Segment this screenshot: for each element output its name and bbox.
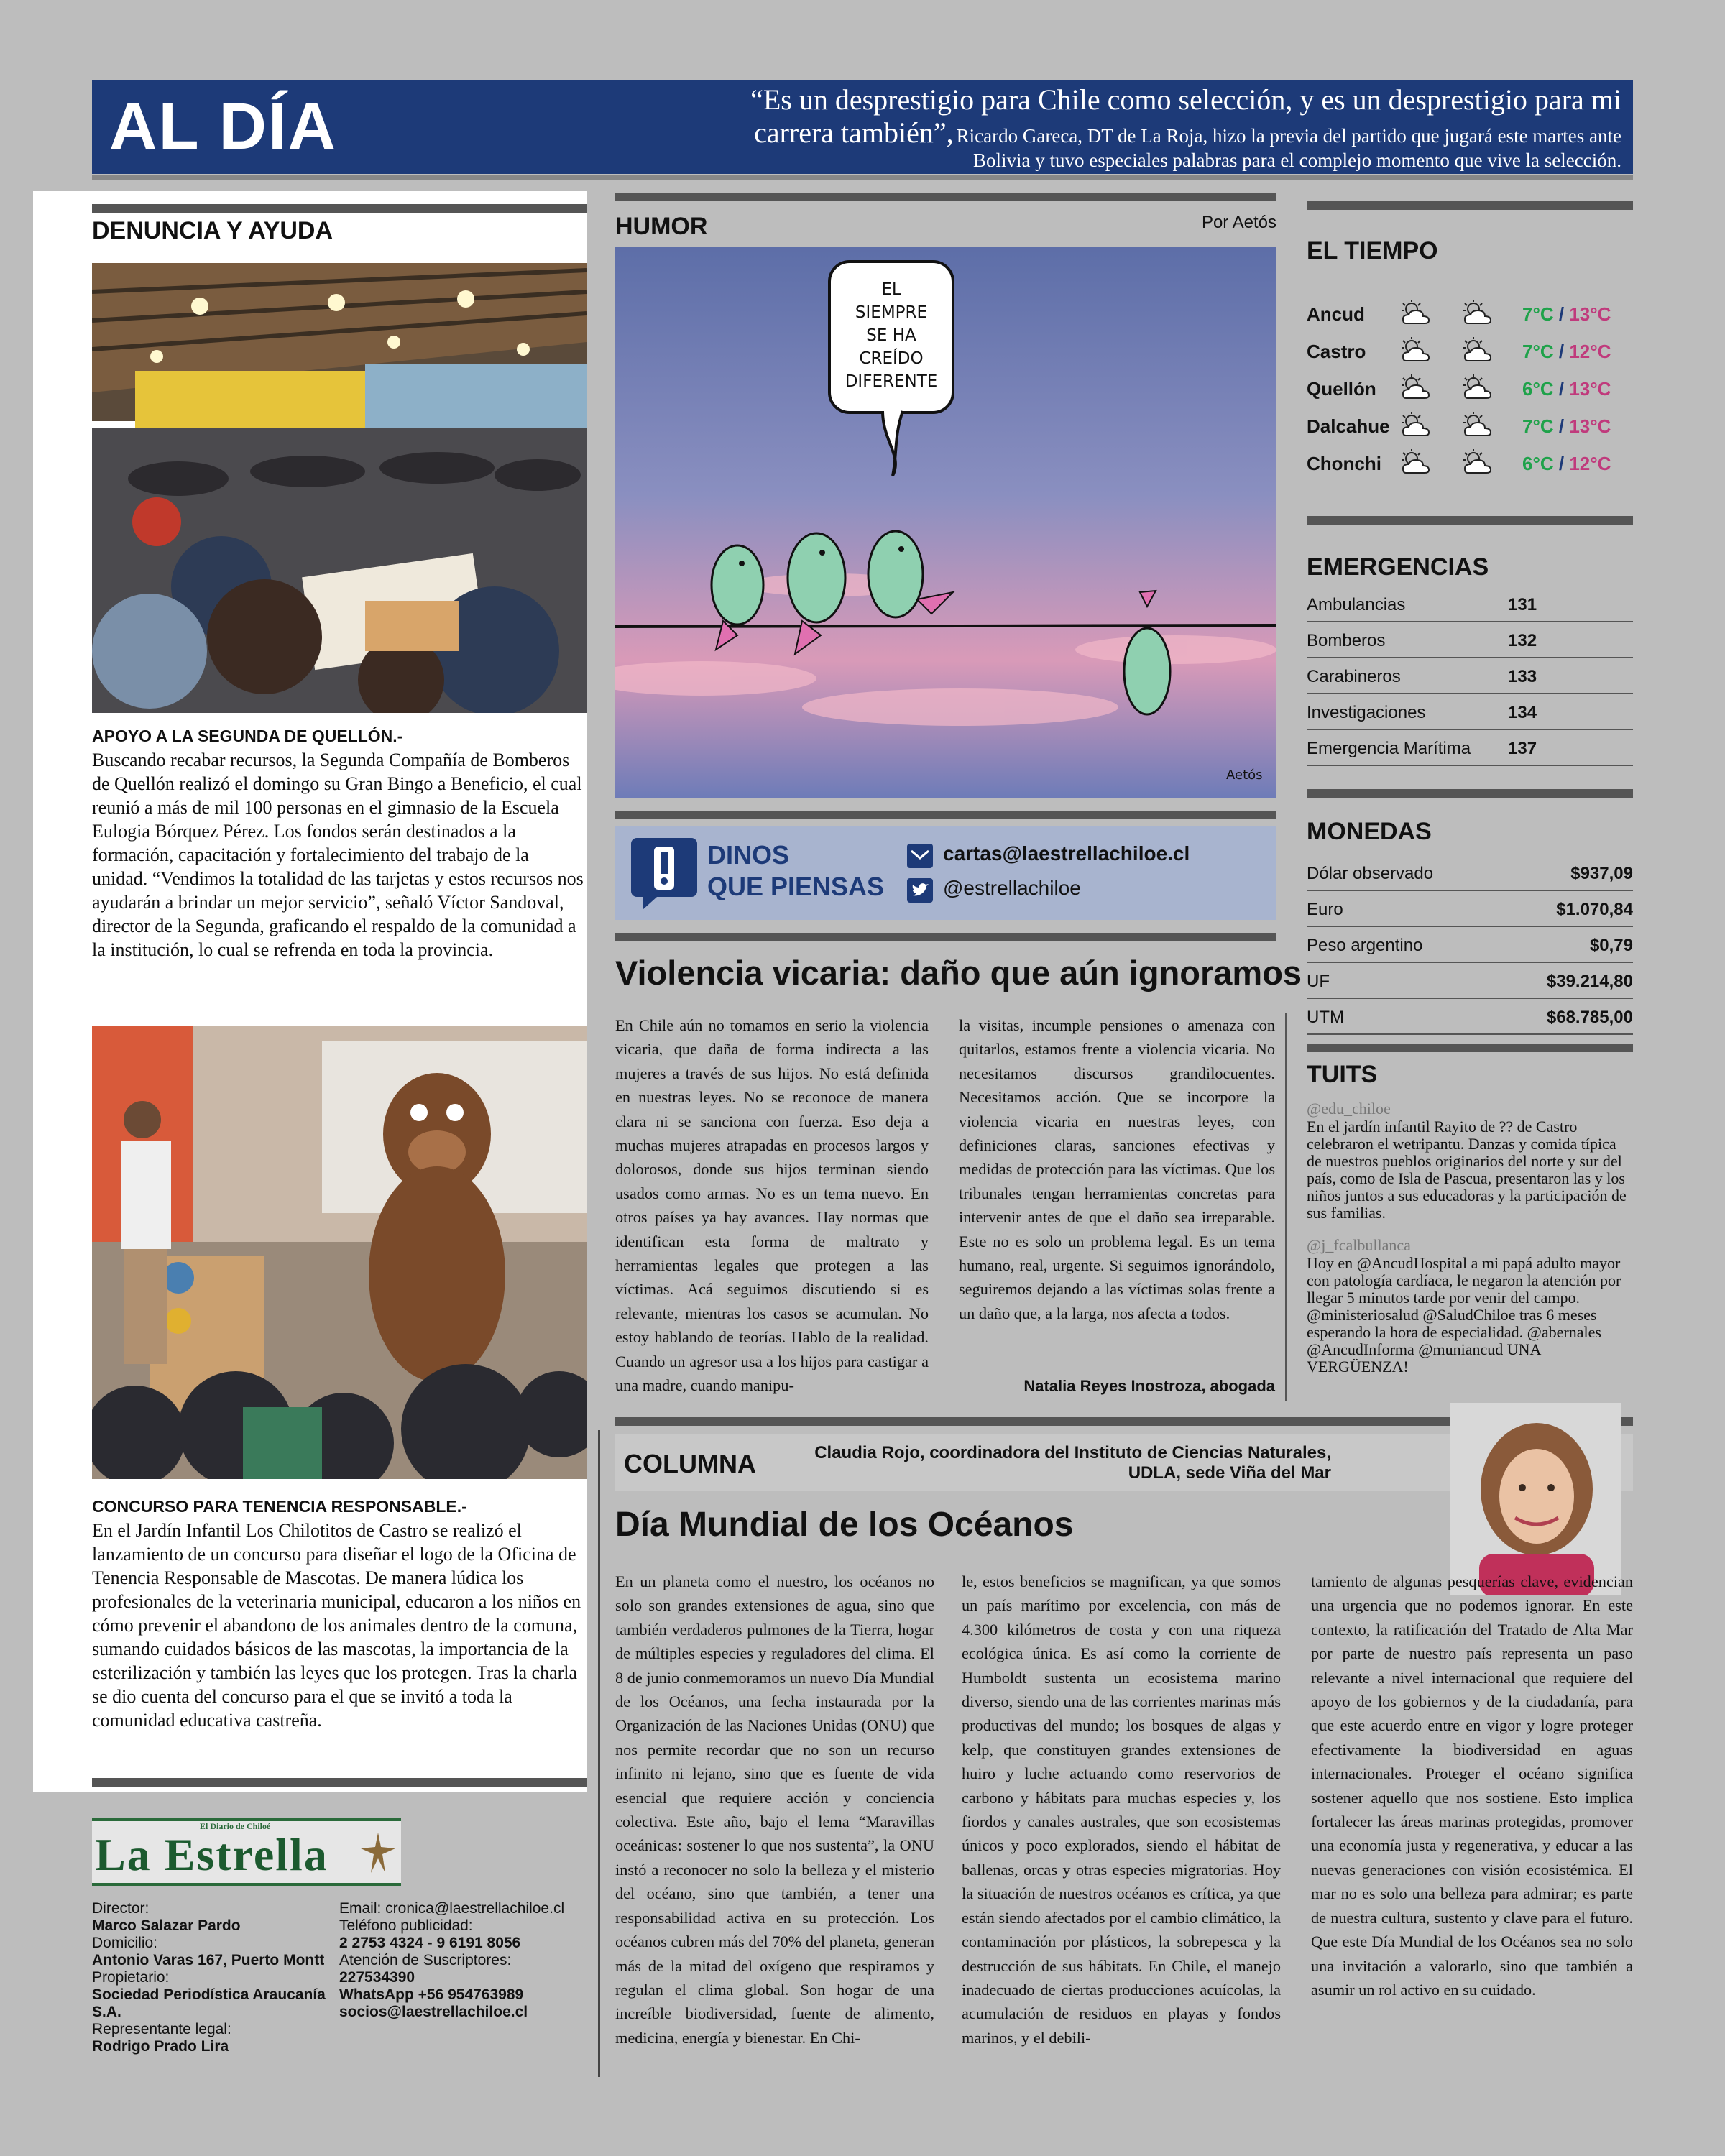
temp-high: 13°C xyxy=(1569,415,1611,437)
weather-city: Ancud xyxy=(1307,303,1365,325)
speech-exclamation-icon xyxy=(628,835,700,911)
masthead-subs-label: Atención de Suscriptores: xyxy=(339,1952,512,1968)
emergencia-value: 132 xyxy=(1508,631,1537,650)
masthead-tel: 2 2753 4324 - 9 6191 8056 xyxy=(339,1935,521,1951)
bubble-line-1: EL xyxy=(881,280,901,299)
columna-label: COLUMNA xyxy=(624,1449,756,1478)
tuits-rule xyxy=(1307,1044,1633,1052)
bubble-line-5: DIFERENTE xyxy=(845,372,938,391)
weather-rule xyxy=(1307,201,1633,210)
emergencias-rule xyxy=(1307,516,1633,525)
editorial-col-1: En Chile aún no tomamos en serio la violencia vicaria, que daña de forma indirecta a las mujeres a través de sus hijos. No está definida en nuestras leyes. No se reconoce de manera clara ni se sanciona con fuerza. Eso deja a muchas mujeres atrapadas en procesos largos y dolorosos, donde sus hijos terminan siendo usados como armas. No es un tema nuevo. En otros países ya hay avances. Hay normas que identifican esta forma de maltrato y herramientas legales que protegen a las víctimas. Acá seguimos discutiendo si es relevante, mientras los casos se acumulan. No estoy hablando de teorías. Hablo de la realidad. Cuando un agresor usa a los hijos para castigar a una madre, cuando manipu- xyxy=(615,1016,929,1395)
emergencia-label: Carabineros xyxy=(1307,667,1401,686)
weather-temps: 7°C / 13°C xyxy=(1522,303,1611,325)
emergencia-label: Emergencia Marítima xyxy=(1307,739,1471,758)
partly-cloudy-icon xyxy=(1460,374,1496,402)
denuncia-title: DENUNCIA Y AYUDA xyxy=(92,217,334,244)
emergencia-row xyxy=(1307,658,1633,694)
masthead-email[interactable]: Email: cronica@laestrellachiloe.cl xyxy=(339,1900,565,1917)
weather-city: Castro xyxy=(1307,341,1366,362)
story1 xyxy=(92,724,586,962)
story2-body: En el Jardín Infantil Los Chilotitos de Castro se realizó el lanzamiento de un concurso para diseñar el logo de la Oficina de Tenencia Responsable de Mascotas. De manera lúdica los profesionales de la veterinaria municipal, educaron a los niños en cómo prevenir el abandono de los animales dentro de la comuna, sumando cuidados básicos de las mascotas, la importancia de la esterilización y también las leyes que los protegen. Tras la charla se dio cuenta del concurso para el que se invitó a toda la comunidad educativa castreña. xyxy=(92,1520,581,1731)
temp-high: 13°C xyxy=(1569,303,1611,325)
dinos-rule xyxy=(615,811,1276,819)
columna-col-3: tamiento de algunas pesquerías clave, evidencian una urgencia que no podemos ignorar. En este contexto, la ratificación del Tratado de Alta Mar por parte de nuestro país representa un paso relevante a nivel internacional que requiere del apoyo de los gobiernos y de la ciudadanía, para que este acuerdo entre en vigor y logre proteger efectivamente la biodiversidad en aguas internacionales. Proteger el océano significa sostener aquello que nos sostiene. Esto implica fortalecer las áreas marinas protegidas, promover una economía justa y regenerativa, y educar a las nuevas generaciones con visión ecosistémica. El mar no es solo una belleza para admirar; es parte de nuestra cultura, sustento y clave para el futuro. Que este Día Mundial de los Océanos sea no solo una invitación a valorarlo, sino que también a asumir un rol activo en su cuidado. xyxy=(1311,1572,1633,1999)
dinos-title xyxy=(707,839,884,903)
temp-low: 6°C xyxy=(1522,453,1554,474)
moneda-label: UTM xyxy=(1307,1008,1344,1027)
weather-temps: 7°C / 12°C xyxy=(1522,341,1611,362)
twitter-icon xyxy=(907,878,933,903)
bingo-illustration xyxy=(92,263,586,713)
bubble-line-2: SIEMPRE xyxy=(855,303,928,322)
columna-byline xyxy=(742,1443,1331,1483)
section-rule xyxy=(92,204,586,213)
weather-row xyxy=(1307,296,1633,333)
partly-cloudy-icon xyxy=(1399,374,1435,402)
partly-cloudy-icon xyxy=(1399,448,1435,477)
masthead-emblem-icon xyxy=(358,1830,398,1877)
masthead-socios[interactable]: socios@laestrellachiloe.cl xyxy=(339,2004,528,2020)
weather-city: Chonchi xyxy=(1307,453,1381,474)
dinos-line-1: DINOS xyxy=(707,840,790,870)
columnist-photo xyxy=(1450,1403,1622,1595)
story1-headline: APOYO A LA SEGUNDA DE QUELLÓN.- xyxy=(92,727,403,745)
weather-temps: 7°C / 13°C xyxy=(1522,415,1611,437)
masthead-subs: 227534390 xyxy=(339,1969,415,1986)
masthead-propietario: Sociedad Periodística Araucanía S.A. xyxy=(92,1986,326,2020)
moneda-label: UF xyxy=(1307,972,1330,991)
emergencia-label: Ambulancias xyxy=(1307,595,1406,614)
emergencia-value: 134 xyxy=(1508,703,1537,722)
bingo-photo xyxy=(92,263,586,713)
masthead-representante: Rodrigo Prado Lira xyxy=(92,2038,229,2055)
moneda-label: Peso argentino xyxy=(1307,936,1423,955)
dinos-email[interactable]: cartas@laestrellachiloe.cl xyxy=(943,842,1190,865)
weather-title: EL TIEMPO xyxy=(1307,237,1438,264)
dinos-box xyxy=(615,826,1276,920)
emergencia-value: 133 xyxy=(1508,667,1537,686)
temp-low: 7°C xyxy=(1522,341,1554,362)
humor-cartoon xyxy=(615,247,1276,798)
columna-left-rule xyxy=(598,1430,600,2077)
emergencia-label: Investigaciones xyxy=(1307,703,1426,722)
moneda-row xyxy=(1307,963,1633,999)
weather-row xyxy=(1307,333,1633,371)
mascot-illustration xyxy=(92,1026,586,1479)
weather-row xyxy=(1307,446,1633,483)
byline-line-1: Claudia Rojo, coordinadora del Instituto de Ciencias Naturales, xyxy=(814,1443,1331,1462)
emergencia-value: 131 xyxy=(1508,595,1537,614)
columna-col-1: En un planeta como el nuestro, los océanos no solo son grandes extensiones de agua, sino que también verdaderos pulmones de la Tierra, hogar de múltiples especies y reguladores del clima. El 8 de junio conmemoramos un nuevo Día Mundial de los Océanos, una fecha instaurada por la Organización de las Naciones Unidas (ONU) que nos permite recordar que no son un recurso infinito ni lejano, sino que es fuente de vida esencial que requiere acción y conciencia colectiva. Este año, bajo el lema “Maravillas oceánicas: sostener lo que nos sustenta”, la ONU instó a reconocer no solo la belleza y el misterio del océano, sino que también, a tener una responsabilidad activa en su protección. Los océanos cubren más del 70% del planeta, generan más de la mitad del oxígeno que respiramos y regulan el clima global. Son hogar de una increíble biodiversidad, fuente de alimento, medicina, energía y bienestar. En Chi- xyxy=(615,1572,934,2047)
story2 xyxy=(92,1495,586,1732)
weather-row xyxy=(1307,408,1633,446)
moneda-label: Euro xyxy=(1307,900,1343,919)
quote-text: “Es un desprestigio para Chile como selección, y es un desprestigio para mi carrera también”, xyxy=(750,83,1622,149)
temp-low: 7°C xyxy=(1522,415,1554,437)
masthead-propietario-label: Propietario: xyxy=(92,1969,170,1986)
editorial-rule xyxy=(615,933,1276,941)
masthead-domicilio-label: Domicilio: xyxy=(92,1935,158,1951)
humor-rule xyxy=(615,193,1276,201)
monedas-title: MONEDAS xyxy=(1307,818,1432,845)
tuits-list xyxy=(1307,1100,1633,1376)
humor-author: Por Aetós xyxy=(1201,213,1276,232)
moneda-value: $0,79 xyxy=(1589,936,1633,955)
weather-temps: 6°C / 12°C xyxy=(1522,453,1611,474)
story1-body: Buscando recabar recursos, la Segunda Compañía de Bomberos de Quellón realizó el domingo su Gran Bingo a Beneficio, el cual reunió a más de mil 100 personas en el gimnasio de la Escuela Eulogia Bórquez Pérez. Los fondos serán destinados a la formación, capacitación y fortalecimiento del trabajo de la unidad. “Vendimos la totalidad de las tarjetas y estos recursos nos ayudarán a brindar un mejor servicio”, señaló Víctor Sandoval, director de la Segunda, graficando el respaldo de la comunidad a la institución, lo cual se refrenda en toda la provincia. xyxy=(92,750,584,960)
dinos-line-2: QUE PIENSAS xyxy=(707,872,885,901)
emergencia-row xyxy=(1307,586,1633,622)
tuit-user-1[interactable]: @edu_chiloe xyxy=(1307,1100,1391,1118)
columna-title: Día Mundial de los Océanos xyxy=(615,1506,1074,1544)
moneda-value: $937,09 xyxy=(1570,864,1633,883)
emergencias-table xyxy=(1307,586,1633,766)
moneda-label: Dólar observado xyxy=(1307,864,1434,883)
emergencias-title: EMERGENCIAS xyxy=(1307,553,1489,581)
header-quote xyxy=(716,83,1622,172)
masthead-right xyxy=(339,1900,598,2021)
columna-col-2: le, estos beneficios se magnifican, ya que somos un país marítimo por excelencia, con más de 4.300 kilómetros de costa y con una riqueza ecológica única. Es así como la corriente de Humboldt sustenta un ecosistema marino diverso, siendo una de las corrientes marinas más productivas del mundo; los bosques de algas y kelp, que constituyen grandes extensiones de huiro y luche actuando como reservorios de carbono y hábitats para muchas especies y, los fiordos y canales australes, que son ecosistemas únicos y poco explorados, siendo el hábitat de ballenas, orcas y otras especies migratorias. Hoy la situación de nuestros océanos es crítica, ya que están siendo afectados por el cambio climático, la contaminación por plásticos, la sobrepesca y la destrucción de sus hábitats. En Chile, el manejo inadecuado de ciertas producciones acuícolas, la acumulación de residuos en playas y fondos marinos, y el debili- xyxy=(962,1572,1281,2047)
section-title: AL DÍA xyxy=(109,90,337,163)
partly-cloudy-icon xyxy=(1460,448,1496,477)
masthead-name: La Estrella xyxy=(95,1829,328,1880)
moneda-value: $39.214,80 xyxy=(1546,972,1633,991)
masthead-logo xyxy=(92,1818,401,1886)
partly-cloudy-icon xyxy=(1460,299,1496,328)
header-rule xyxy=(92,175,1633,180)
partly-cloudy-icon xyxy=(1399,336,1435,365)
tuit-text-1: En el jardín infantil Rayito de ?? de Castro celebraron el wetripantu. Danzas y comida típica de nuestros pueblos originarios del norte y sur del país, como de Isla de Pascua, presentaron las y los niños juntos a sus educadoras y la participación de sus familias. xyxy=(1307,1118,1627,1222)
emergencia-row xyxy=(1307,694,1633,730)
left-column xyxy=(33,191,586,1792)
dinos-divider xyxy=(903,839,906,907)
temp-high: 12°C xyxy=(1569,341,1611,362)
humor-title: HUMOR xyxy=(615,213,708,240)
masthead-whatsapp: WhatsApp +56 954763989 xyxy=(339,1986,524,2003)
editorial-title: Violencia vicaria: daño que aún ignoramos xyxy=(615,954,1302,992)
partly-cloudy-icon xyxy=(1399,411,1435,440)
masthead-tel-label: Teléfono publicidad: xyxy=(339,1917,473,1934)
editorial-signature: Natalia Reyes Inostroza, abogada xyxy=(1024,1377,1275,1395)
tuit-user-2[interactable]: @j_fcalbullanca xyxy=(1307,1236,1411,1254)
moneda-row xyxy=(1307,891,1633,927)
partly-cloudy-icon xyxy=(1460,411,1496,440)
moneda-row xyxy=(1307,999,1633,1035)
temp-high: 12°C xyxy=(1569,453,1611,474)
masthead-left xyxy=(92,1900,336,2055)
quote-attribution: Ricardo Gareca, DT de La Roja, hizo la previa del partido que jugará este martes ante Bolivia y tuvo especiales palabras para el complejo momento que vive la selección. xyxy=(956,125,1622,171)
masthead-domicilio: Antonio Varas 167, Puerto Montt xyxy=(92,1952,325,1968)
tuit-text-2: Hoy en @AncudHospital a mi papá adulto mayor con patología cardíaca, le negaron la atención por llegar 5 minutos tarde por venir del campo. @ministeriosalud @SaludChiloe tras 6 meses esperando la hora de especialidad. @abernales @AncudInforma @muniancud UNA VERGÜENZA! xyxy=(1307,1254,1622,1376)
byline-line-2: UDLA, sede Viña del Mar xyxy=(1128,1463,1331,1483)
weather-city: Dalcahue xyxy=(1307,415,1390,437)
monedas-rule xyxy=(1307,789,1633,798)
dinos-handle[interactable]: @estrellachiloe xyxy=(943,877,1081,899)
moneda-value: $68.785,00 xyxy=(1546,1008,1633,1027)
temp-low: 6°C xyxy=(1522,378,1554,400)
cartoon-illustration xyxy=(615,247,1276,798)
story2-headline: CONCURSO PARA TENENCIA RESPONSABLE.- xyxy=(92,1497,467,1516)
weather-temps: 6°C / 13°C xyxy=(1522,378,1611,400)
partly-cloudy-icon xyxy=(1399,299,1435,328)
email-icon xyxy=(907,844,933,868)
bubble-line-3: SE HA xyxy=(866,326,916,345)
partly-cloudy-icon xyxy=(1460,336,1496,365)
moneda-row xyxy=(1307,927,1633,963)
section-rule-bottom xyxy=(92,1778,586,1787)
section-header xyxy=(92,80,1633,174)
masthead-director: Marco Salazar Pardo xyxy=(92,1917,241,1934)
weather-row xyxy=(1307,371,1633,408)
bubble-line-4: CREÍDO xyxy=(859,349,924,368)
masthead-small: El Diario de Chiloé xyxy=(200,1821,271,1831)
masthead-director-label: Director: xyxy=(92,1900,150,1917)
cartoon-signature: Aetós xyxy=(1226,768,1263,783)
emergencia-row xyxy=(1307,622,1633,658)
moneda-row xyxy=(1307,855,1633,891)
weather-city: Quellón xyxy=(1307,378,1376,400)
tuits-title: TUITS xyxy=(1307,1061,1378,1088)
masthead-representante-label: Representante legal: xyxy=(92,2021,231,2037)
emergencia-value: 137 xyxy=(1508,739,1537,758)
editorial-col-2: la visitas, incumple pensiones o amenaza con quitarlos, estamos frente a violencia vicaria. No necesitamos discursos grandilocuentes. Necesitamos acción. Que se incorpore la violencia vicaria en nuestras leyes, con definiciones claras, sanciones efectivas y medidas de protección para las víctimas. Que los tribunales tengan herramientas concretas para intervenir antes de que el daño sea irreparable. Este no es solo un problema legal. Es un tema humano, real, urgente. Si seguimos ignorándolo, seguiremos dejando a las víctimas solas frente a un daño que, a la larga, nos afecta a todos. xyxy=(959,1016,1275,1322)
emergencia-label: Bomberos xyxy=(1307,631,1386,650)
columnist-portrait xyxy=(1450,1403,1622,1595)
column-divider xyxy=(1285,1013,1287,1401)
monedas-table xyxy=(1307,855,1633,1035)
emergencia-row xyxy=(1307,730,1633,766)
moneda-value: $1.070,84 xyxy=(1556,900,1633,919)
temp-low: 7°C xyxy=(1522,303,1554,325)
mascot-photo xyxy=(92,1026,586,1479)
weather-table xyxy=(1307,296,1633,483)
temp-high: 13°C xyxy=(1569,378,1611,400)
